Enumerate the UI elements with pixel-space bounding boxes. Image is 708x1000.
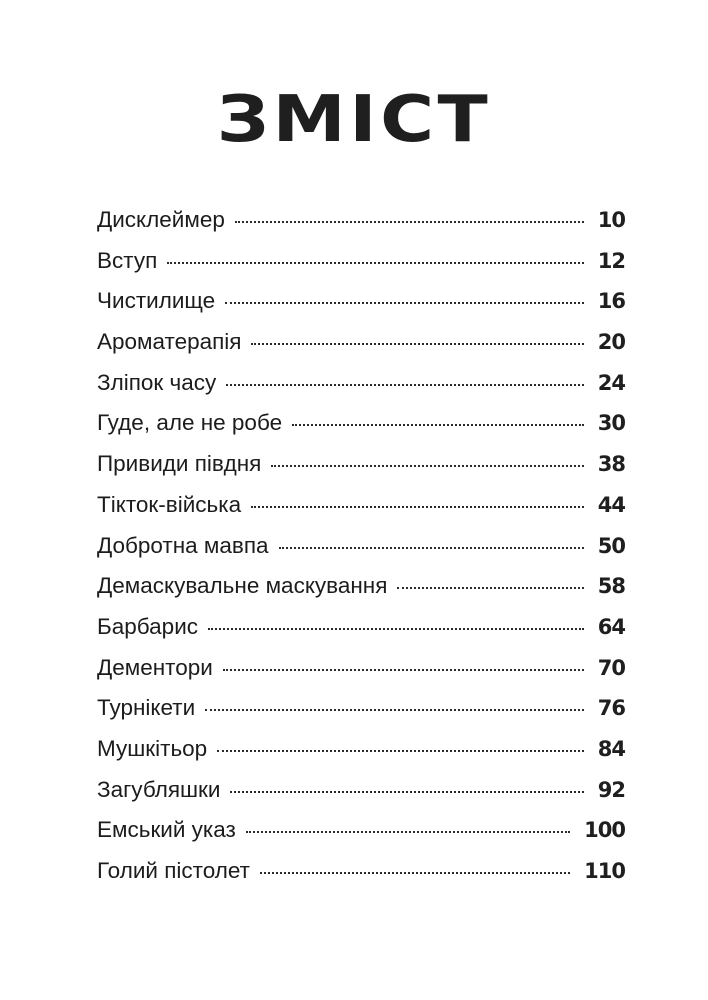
toc-entry-page-number: 58 (597, 574, 625, 599)
toc-entry-page-number: 24 (597, 370, 625, 395)
toc-entry-title: Барбарис (97, 613, 199, 639)
dot-leader (208, 628, 584, 630)
toc-entry-title: Зліпок часу (97, 369, 217, 395)
toc-entry-page-number: 70 (597, 655, 625, 680)
dot-leader (225, 302, 584, 304)
toc-entry-title: Емський указ (97, 817, 236, 843)
toc-entry-page-number: 20 (597, 330, 625, 355)
dot-leader (246, 831, 570, 833)
toc-entry-page-number: 38 (597, 452, 625, 477)
toc-entry[interactable] (97, 770, 625, 811)
dot-leader (397, 587, 583, 589)
toc-entry[interactable] (97, 241, 625, 282)
toc-entry-page-number: 100 (584, 818, 625, 843)
toc-entry[interactable] (97, 648, 625, 689)
toc-entry-title: Добротна мавпа (97, 532, 269, 558)
toc-entry-title: Турнікети (97, 695, 196, 721)
toc-entry-page-number: 12 (597, 248, 625, 273)
toc-entry[interactable] (97, 403, 625, 444)
toc-entry[interactable] (97, 485, 625, 526)
toc-entry-page-number: 84 (597, 736, 625, 761)
toc-entry[interactable] (97, 526, 625, 567)
toc-entry-page-number: 30 (597, 411, 625, 436)
dot-leader (292, 424, 584, 426)
toc-entry-title: Тікток-війська (97, 491, 242, 517)
toc-entry-title: Ароматерапія (97, 329, 242, 355)
toc-entry[interactable] (97, 688, 625, 729)
dot-leader (251, 506, 584, 508)
dot-leader (226, 384, 584, 386)
dot-leader (279, 547, 584, 549)
toc-entry[interactable] (97, 444, 625, 485)
page-title: ЗМІСТ (216, 83, 492, 157)
toc-entry-page-number: 50 (597, 533, 625, 558)
toc-entry-page-number: 92 (597, 777, 625, 802)
toc-entry-title: Гуде, але не робе (97, 410, 283, 436)
dot-leader (205, 709, 584, 711)
toc-entry[interactable] (97, 810, 625, 851)
dot-leader (260, 872, 570, 874)
toc-entry[interactable] (97, 607, 625, 648)
toc-entry-page-number: 10 (597, 208, 625, 232)
toc-entry-title: Вступ (97, 247, 158, 273)
table-of-contents (97, 200, 625, 892)
toc-entry-title: Дементори (97, 654, 213, 680)
toc-entry[interactable] (97, 200, 625, 241)
toc-entry[interactable] (97, 281, 625, 322)
toc-entry[interactable] (97, 851, 625, 892)
dot-leader (230, 791, 583, 793)
toc-entry-page-number: 16 (597, 289, 625, 314)
dot-leader (223, 669, 584, 671)
toc-entry-title: Демаскувальне маскування (97, 573, 388, 599)
dot-leader (217, 750, 584, 752)
toc-entry-title: Голий пістолет (97, 858, 250, 883)
toc-entry[interactable] (97, 729, 625, 770)
toc-entry-title: Привиди півдня (97, 451, 262, 477)
toc-entry-title: Чистилище (97, 288, 216, 314)
toc-entry-title: Мушкітьор (97, 735, 208, 761)
toc-entry-title: Дисклеймер (97, 207, 225, 232)
toc-entry[interactable] (97, 363, 625, 404)
toc-entry[interactable] (97, 566, 625, 607)
toc-entry-page-number: 44 (597, 492, 625, 517)
toc-entry[interactable] (97, 322, 625, 363)
dot-leader (167, 262, 584, 264)
dot-leader (235, 221, 584, 223)
toc-entry-page-number: 64 (597, 614, 625, 639)
toc-entry-page-number: 76 (597, 696, 625, 721)
dot-leader (251, 343, 583, 345)
toc-entry-page-number: 110 (584, 859, 625, 883)
toc-entry-title: Загубляшки (97, 776, 221, 802)
dot-leader (271, 465, 583, 467)
